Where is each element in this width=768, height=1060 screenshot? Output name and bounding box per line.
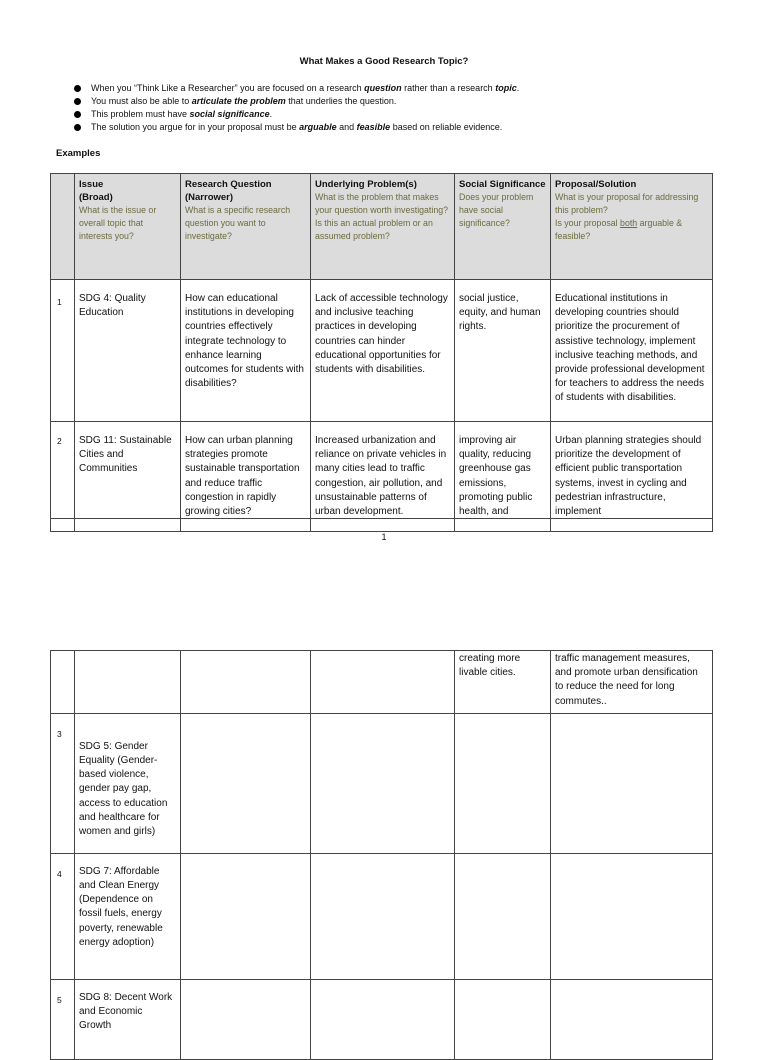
header-underlying-problem: Underlying Problem(s) What is the problem that makes your question worth investigating? Is this an actual problem or an assumed problem? [311, 174, 455, 280]
header-research-question: Research Question (Narrower) What is a specific research question you want to investigate? [181, 174, 311, 280]
significance-cell [455, 853, 551, 979]
table-row [51, 280, 713, 422]
bullet-icon [74, 85, 81, 92]
significance-cell: creating more livable cities. [455, 651, 551, 714]
question-cell [181, 979, 311, 1059]
question-cell: How can urban planning strategies promote sustainable transportation and reduce traffic congestion in rapidly growing cities? [181, 422, 311, 532]
issue-cell: SDG 7: Affordable and Clean Energy (Dependence on fossil fuels, energy poverty, renewable energy adoption) [75, 853, 181, 979]
row-number: 3 [51, 713, 75, 853]
page-number: 1 [381, 532, 387, 542]
header-issue: Issue (Broad) What is the issue or overall topic that interests you? [75, 174, 181, 280]
question-cell [181, 713, 311, 853]
problem-cell: Lack of accessible technology and inclusive teaching practices in developing countries can hinder educational opportunities for students with disabilities. [311, 280, 455, 422]
problem-cell: Increased urbanization and reliance on private vehicles in many cities lead to traffic congestion, air pollution, and unsustainable patterns of urban development. [311, 422, 455, 532]
problem-cell [311, 713, 455, 853]
table-row [51, 422, 713, 532]
problem-cell [311, 979, 455, 1059]
proposal-cell: Urban planning strategies should prioritize the development of efficient public transportation systems, invest in cycling and pedestrian infrastructure, implement [551, 422, 713, 532]
examples-table [50, 173, 713, 532]
bullet-icon [74, 98, 81, 105]
table-row [51, 651, 713, 714]
row-number [51, 651, 75, 714]
examples-table-continued [50, 650, 713, 1060]
issue-cell: SDG 8: Decent Work and Economic Growth [75, 979, 181, 1059]
table-header-row [51, 174, 713, 280]
guideline-item: When you “Think Like a Researcher” you are focused on a research question rather than a research topic. [72, 82, 712, 95]
guideline-item: This problem must have social significance. [72, 108, 712, 121]
problem-cell [311, 853, 455, 979]
table-row [51, 979, 713, 1059]
proposal-cell [551, 713, 713, 853]
issue-cell: SDG 5: Gender Equality (Gender-based violence, gender pay gap, access to education and healthcare for women and girls) [75, 713, 181, 853]
row-number: 1 [51, 280, 75, 422]
question-cell: How can educational institutions in developing countries effectively integrate technology to enhance learning outcomes for students with disabilities? [181, 280, 311, 422]
examples-heading: Examples [56, 148, 101, 159]
table-row [51, 713, 713, 853]
row-number: 5 [51, 979, 75, 1059]
issue-cell [75, 651, 181, 714]
significance-cell [455, 979, 551, 1059]
proposal-cell [551, 979, 713, 1059]
row-number: 2 [51, 422, 75, 532]
proposal-cell: traffic management measures, and promote urban densification to reduce the need for long commutes.. [551, 651, 713, 714]
question-cell [181, 651, 311, 714]
guideline-item: You must also be able to articulate the problem that underlies the question. [72, 95, 712, 108]
proposal-cell [551, 853, 713, 979]
header-social-significance: Social Significance Does your problem have social significance? [455, 174, 551, 280]
problem-cell [311, 651, 455, 714]
bullet-icon [74, 111, 81, 118]
issue-cell: SDG 4: Quality Education [75, 280, 181, 422]
row-number: 4 [51, 853, 75, 979]
examples-table-part-1 [50, 173, 712, 519]
question-cell [181, 853, 311, 979]
proposal-cell: Educational institutions in developing countries should prioritize the procurement of assistive technology, implement inclusive teaching methods, and provide professional development for teachers to address the needs of students with disabilities. [551, 280, 713, 422]
bullet-icon [74, 124, 81, 131]
table-row [51, 853, 713, 979]
significance-cell: social justice, equity, and human rights. [455, 280, 551, 422]
guideline-item: The solution you argue for in your proposal must be arguable and feasible based on reliable evidence. [72, 121, 712, 134]
header-number-cell [51, 174, 75, 280]
significance-cell [455, 713, 551, 853]
page-break [0, 560, 768, 650]
header-proposal-solution: Proposal/Solution What is your proposal for addressing this problem? Is your proposal both arguable & feasible? [551, 174, 713, 280]
document-title: What Makes a Good Research Topic? [299, 56, 469, 67]
significance-cell: improving air quality, reducing greenhouse gas emissions, promoting public health, and [455, 422, 551, 532]
issue-cell: SDG 11: Sustainable Cities and Communities [75, 422, 181, 532]
guideline-list [72, 82, 712, 134]
page-2 [0, 650, 768, 1032]
